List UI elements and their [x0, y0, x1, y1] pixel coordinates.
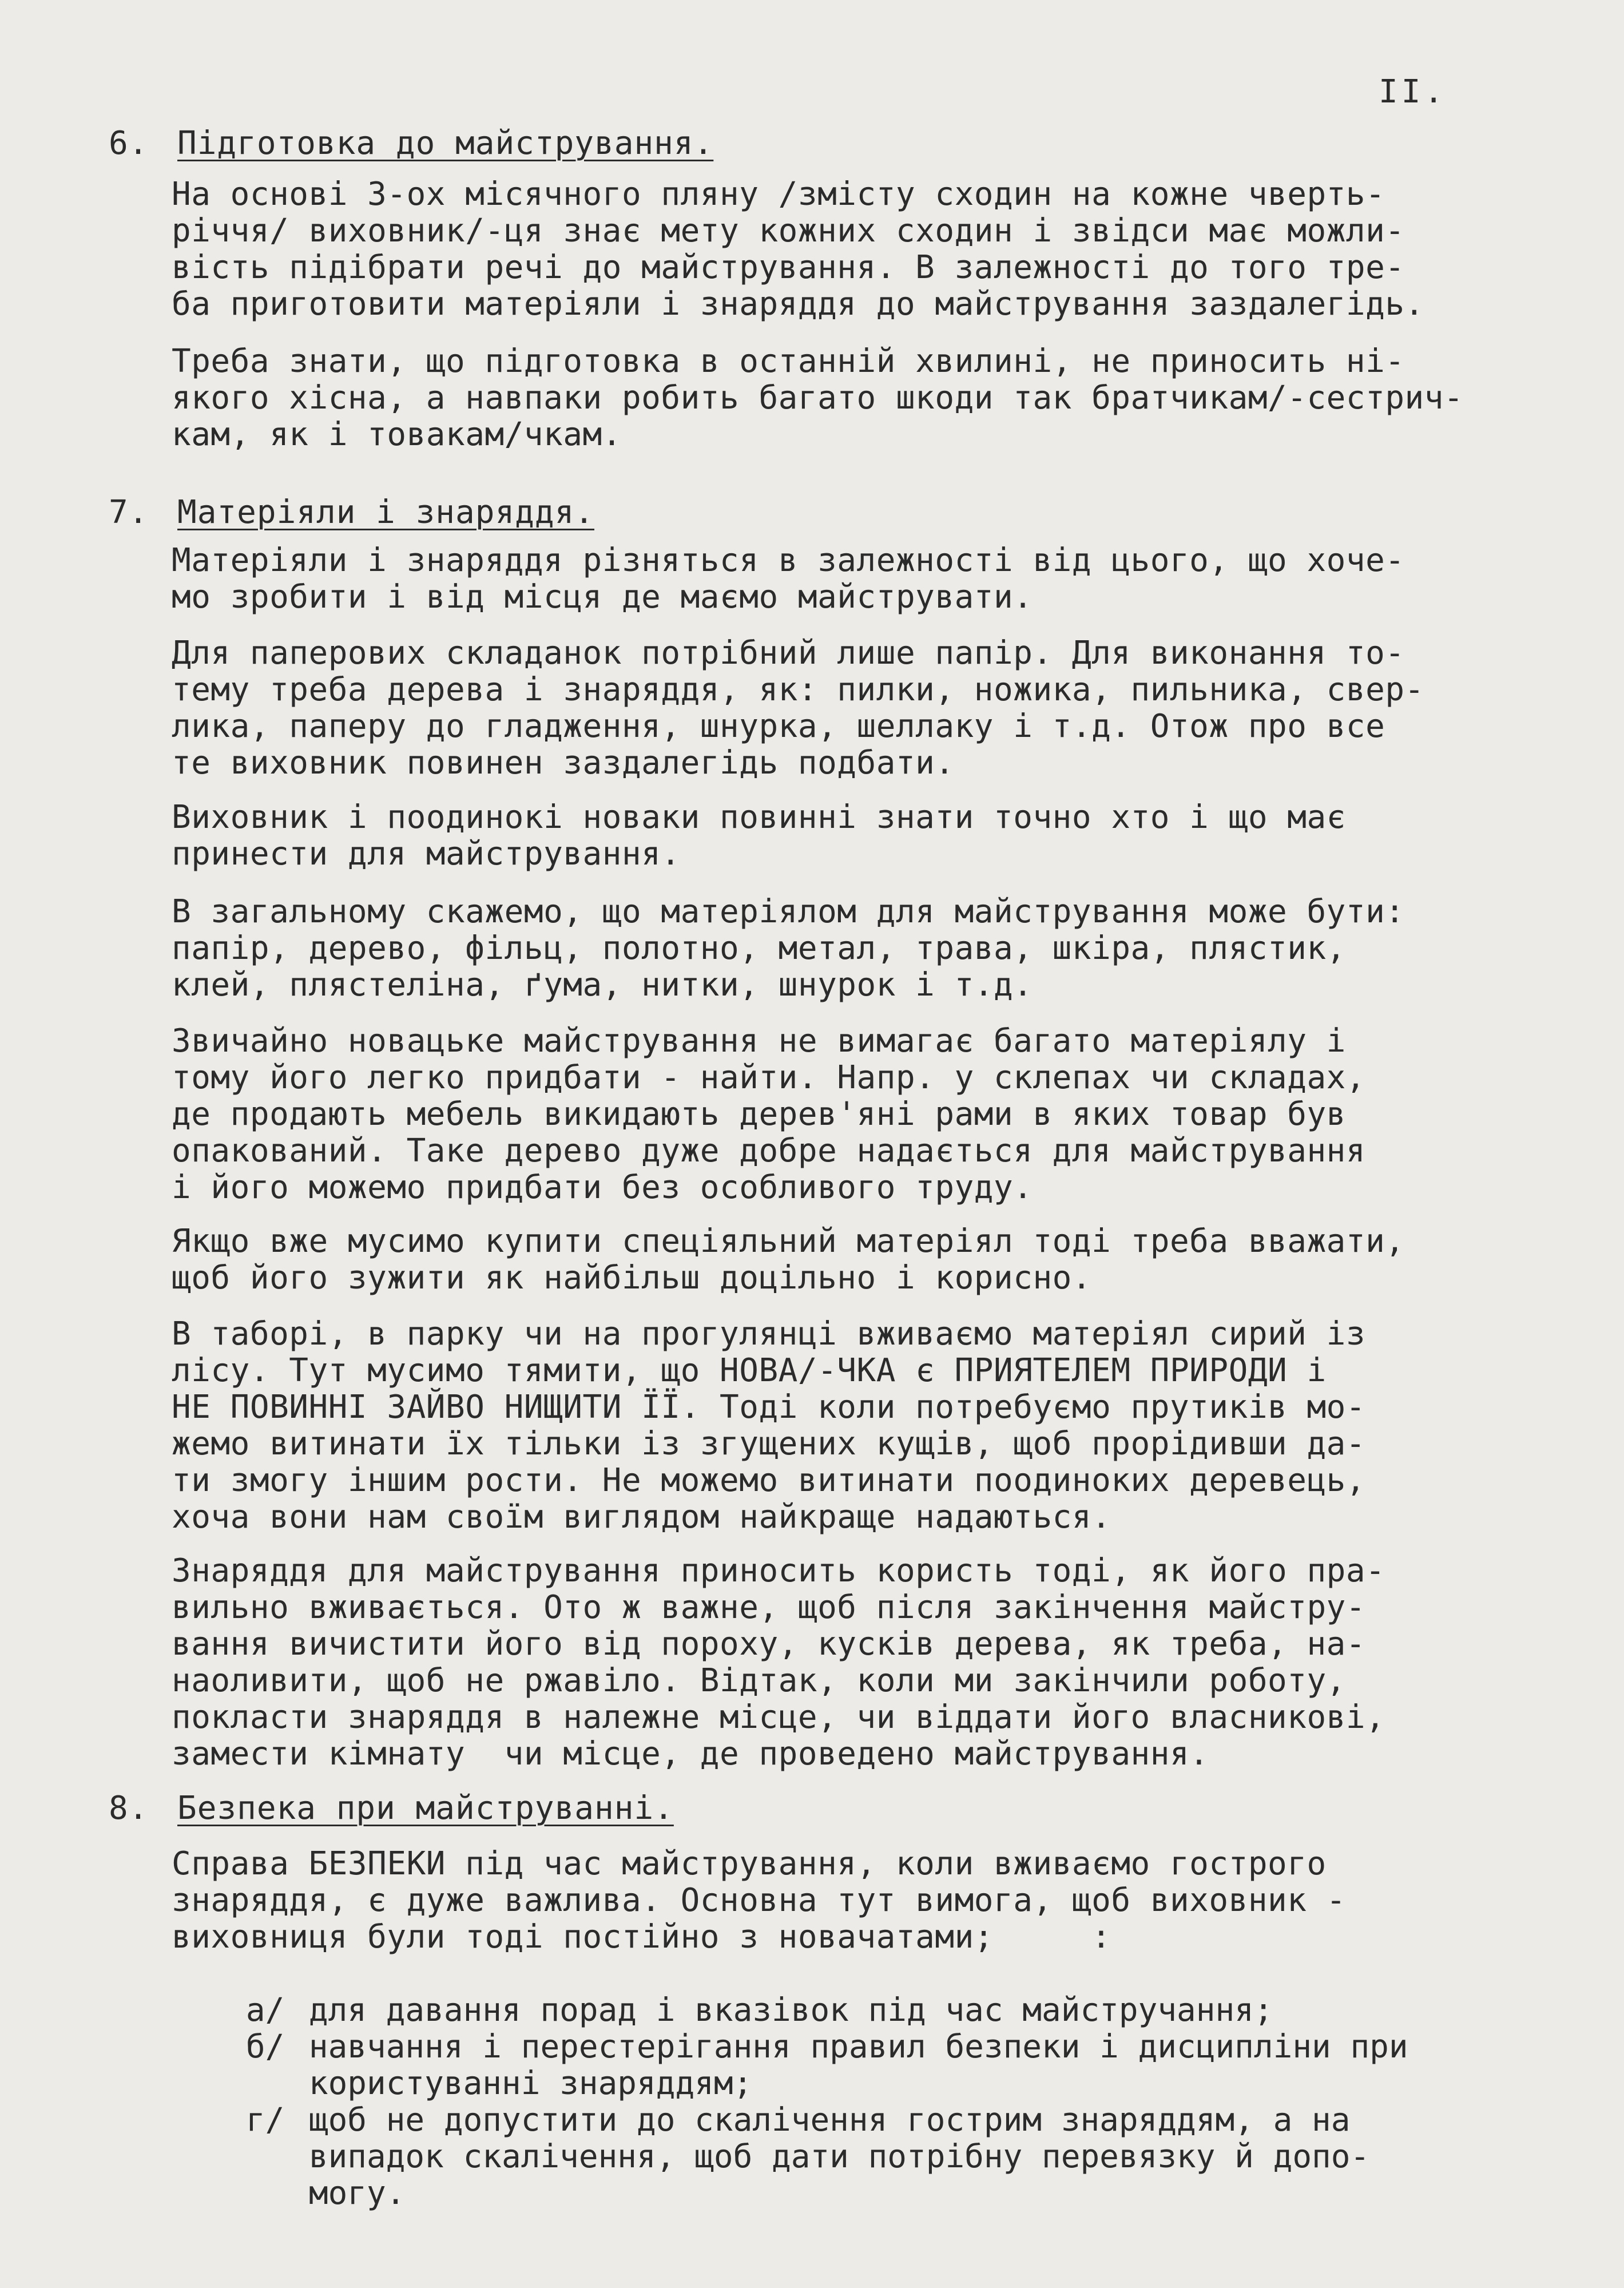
paragraph: Матеріяли і знаряддя різняться в залежності від цього, що хоче- мо зробити і від місця де маємо майструвати.: [172, 542, 1405, 616]
paragraph: Якщо вже мусимо купити спеціяльний матеріял тоді треба вважати, щоб його зужити як найбільш доцільно і корисно.: [172, 1223, 1405, 1296]
list-marker: б/: [245, 2028, 285, 2065]
section-number: 8.: [109, 1790, 149, 1827]
paragraph: Для паперових складанок потрібний лише папір. Для виконання то- тему треба дерева і знаряддя, як: пилки, ножика, пильника, свер- лика, паперу до гладження, шнурка, шеллаку і т.д. Отож про все те виховник повинен заздалегідь подбати.: [172, 635, 1424, 782]
paragraph: Звичайно новацьке майстрування не вимагає багато матеріялу і тому його легко придбати - найти. Напр. у склепах чи складах, де продають мебель викидають дерев'яні рами в яких товар був опакований. Таке дерево дуже добре надається для майстрування і його можемо придбати без особливого труду.: [172, 1022, 1366, 1206]
section-title: Матеріяли і знаряддя.: [177, 494, 595, 531]
section-number: 6.: [109, 125, 149, 162]
section-title: Підготовка до майстрування.: [177, 125, 714, 162]
section-number: 7.: [109, 494, 149, 531]
paragraph: Виховник і поодинокі новаки повинні знати точно хто і що має принести для майстрування.: [172, 799, 1346, 873]
paragraph: Треба знати, що підготовка в останній хвилині, не приносить ні- якого хісна, а навпаки робить багато шкоди так братчикам/-сестрич- кам, як і товакам/чкам.: [172, 343, 1464, 453]
section-heading-8: [109, 1790, 674, 1827]
list-item: [169, 2065, 1369, 2249]
list-text: щоб не допустити до скалічення гострим знаряддям, а на випадок скалічення, щоб дати потрібну перевязку й допо- могу.: [308, 2101, 1370, 2212]
section-title: Безпека при майструванні.: [177, 1790, 674, 1827]
paragraph: В таборі, в парку чи на прогулянці вживаємо матеріял сирий із лісу. Тут мусимо тямити, що НОВА/-ЧКА є ПРИЯТЕЛЕМ ПРИРОДИ і НЕ ПОВИННІ ЗАЙВО НИЩИТИ ЇЇ. Тоді коли потребуємо прутиків мо- жемо витинати їх тільки із згущених кущів, щоб прорідивши да- ти змогу іншим рости. Не можемо витинати поодиноких деревець, хоча вони нам своїм виглядом найкраще надаються.: [172, 1315, 1366, 1536]
section-heading-6: [109, 125, 713, 162]
page-number: II.: [1379, 73, 1447, 110]
list-text: навчання і перестерігання правил безпеки і дисципліни при користуванні знаряддям;: [308, 2028, 1408, 2102]
section-heading-7: [109, 494, 594, 531]
paragraph: Знаряддя для майстрування приносить користь тоді, як його пра- вильно вживається. Ото ж важне, щоб після закінчення майстру- вання вичистити його від пороху, кусків дерева, як треба, на- наоливити, щоб не ржавіло. Відтак, коли ми закінчили роботу, покласти знаряддя в належне місце, чи віддати його власникові, замести кімнату чи місце, де проведено майстрування.: [172, 1552, 1385, 1772]
list-marker: г/: [245, 2101, 285, 2139]
list-marker: а/: [245, 1992, 285, 2029]
paragraph: На основі 3-ох місячного пляну /змісту сходин на кожне чверть- річчя/ виховник/-ця знає мету кожних сходин і звідси має можли- вість підібрати речі до майстрування. В залежності до того тре- ба приготовити матеріяли і знаряддя до майстрування заздалегідь.: [172, 176, 1424, 323]
paragraph: В загальному скажемо, що матеріялом для майстрування може бути: папір, дерево, фільц, полотно, метал, трава, шкіра, плястик, клей, плястеліна, ґума, нитки, шнурок і т.д.: [172, 893, 1405, 1004]
list-text: для давання порад і вказівок під час майстручання;: [308, 1992, 1273, 2029]
paragraph: Справа БЕЗПЕКИ під час майстрування, коли вживаємо гострого знаряддя, є дуже важлива. Основна тут вимога, щоб виховник - виховниця були тоді постійно з новачатами; :: [172, 1845, 1346, 1956]
